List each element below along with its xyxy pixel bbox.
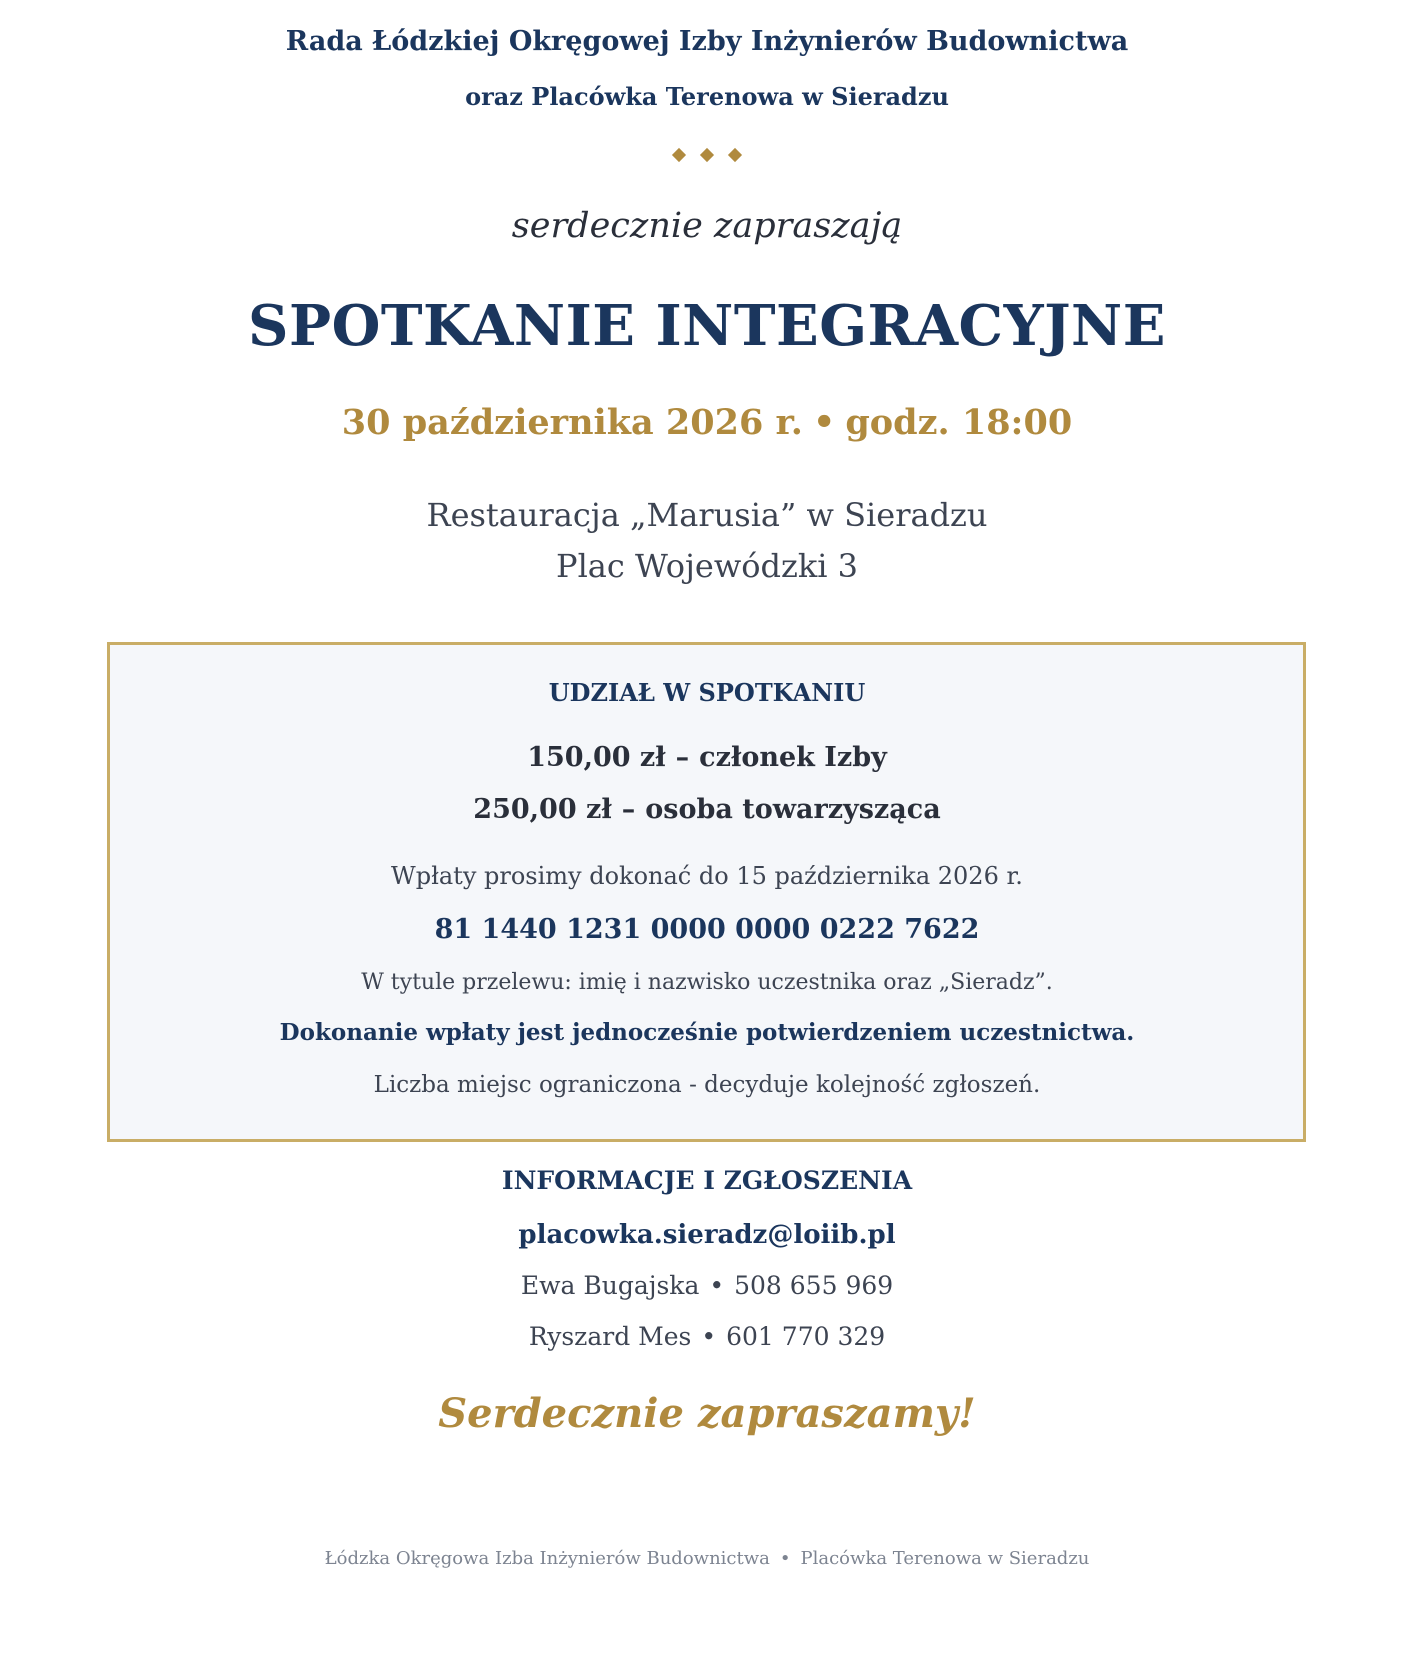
venue-address: Plac Wojewódzki 3 bbox=[556, 547, 858, 585]
footer-separator: • bbox=[779, 1548, 791, 1569]
footer bbox=[0, 1548, 1414, 1569]
footer-left: Łódzka Okręgowa Izba Inżynierów Budownictwa bbox=[324, 1548, 770, 1569]
transfer-title-note: W tytule przelewu: imię i nazwisko uczestnika oraz „Sieradz”. bbox=[361, 970, 1053, 995]
date-time-separator: • bbox=[812, 402, 836, 443]
closing-phrase: Serdecznie zapraszamy! bbox=[438, 1390, 976, 1437]
bank-account-number: 81 1440 1231 0000 0000 0222 7622 bbox=[434, 914, 980, 945]
organizer-line-2: oraz Placówka Terenowa w Sieradzu bbox=[465, 82, 949, 111]
event-title: SPOTKANIE INTEGRACYJNE bbox=[248, 293, 1166, 359]
contact-name: Ryszard Mes bbox=[528, 1322, 692, 1351]
contact-person-2 bbox=[0, 1322, 1414, 1351]
diamond-icon bbox=[672, 148, 686, 162]
contact-separator: • bbox=[701, 1322, 717, 1351]
venue-name: Restauracja „Marusia” w Sieradzu bbox=[426, 496, 988, 534]
participation-title: UDZIAŁ W SPOTKANIU bbox=[548, 678, 866, 707]
payment-deadline: Wpłaty prosimy dokonać do 15 października 2026 r. bbox=[391, 862, 1023, 890]
event-time: godz. 18:00 bbox=[845, 402, 1073, 443]
organizer-line-1: Rada Łódzkiej Okręgowej Izby Inżynierów Budownictwa bbox=[285, 26, 1129, 57]
diamond-icon bbox=[700, 148, 714, 162]
price-member bbox=[0, 742, 1414, 773]
price-dash: – bbox=[621, 794, 636, 825]
contact-person-1 bbox=[0, 1271, 1414, 1300]
price-dash: – bbox=[675, 742, 690, 773]
price-label: osoba towarzysząca bbox=[645, 794, 941, 825]
contact-phone[interactable]: 508 655 969 bbox=[734, 1271, 894, 1300]
limited-seats-note: Liczba miejsc ograniczona - decyduje kolejność zgłoszeń. bbox=[373, 1072, 1041, 1098]
participation-box bbox=[107, 642, 1306, 1142]
invite-phrase: serdecznie zapraszają bbox=[511, 206, 903, 246]
diamond-ornament bbox=[0, 145, 1414, 175]
price-amount: 150,00 zł bbox=[527, 742, 666, 773]
payment-confirmation-note: Dokonanie wpłaty jest jednocześnie potwierdzeniem uczestnictwa. bbox=[279, 1019, 1135, 1046]
diamond-icon bbox=[728, 148, 742, 162]
price-amount: 250,00 zł bbox=[473, 794, 612, 825]
footer-right: Placówka Terenowa w Sieradzu bbox=[800, 1548, 1090, 1569]
event-date: 30 października 2026 r. bbox=[341, 402, 803, 443]
price-label: członek Izby bbox=[699, 742, 887, 773]
contact-email-link[interactable]: placowka.sieradz@loiib.pl bbox=[518, 1220, 896, 1250]
event-date-time bbox=[0, 402, 1414, 443]
info-title: INFORMACJE I ZGŁOSZENIA bbox=[501, 1166, 913, 1195]
contact-name: Ewa Bugajska bbox=[520, 1271, 700, 1300]
contact-phone[interactable]: 601 770 329 bbox=[726, 1322, 886, 1351]
price-companion bbox=[0, 794, 1414, 825]
contact-separator: • bbox=[709, 1271, 725, 1300]
